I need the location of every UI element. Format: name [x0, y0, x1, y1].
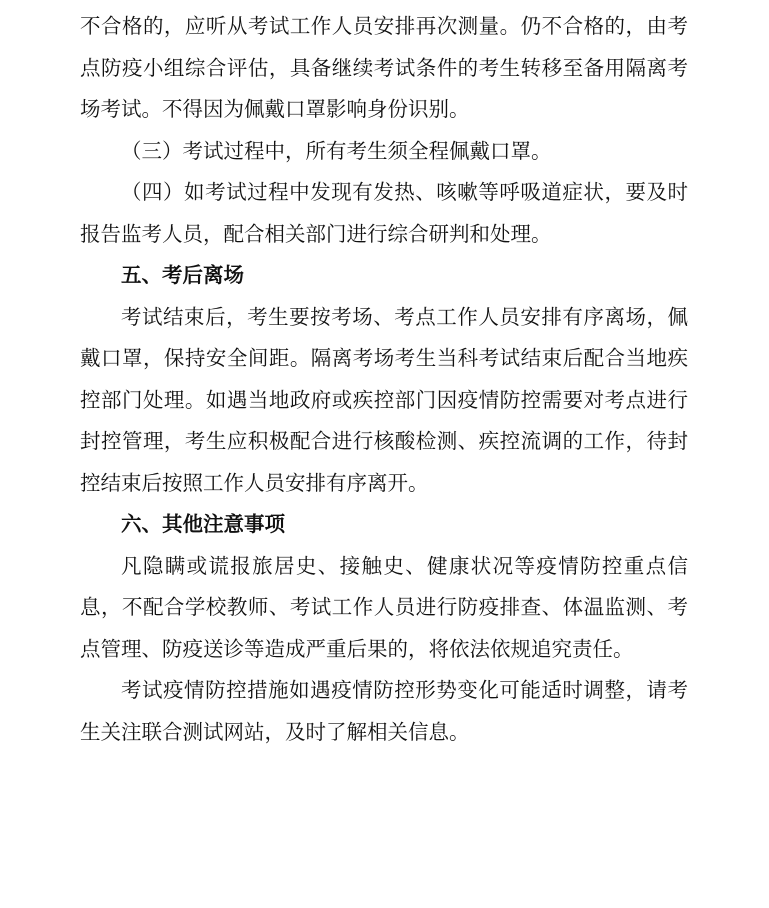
section-heading-leaving-venue: 五、考后离场: [121, 263, 244, 287]
paragraph-concealment-liability: 凡隐瞒或谎报旅居史、接触史、健康状况等疫情防控重点信息，不配合学校教师、考试工作人员进行防疫排查、体温监测、考点管理、防疫送诊等造成严重后果的，将依法依规追究责任。: [80, 553, 688, 661]
paragraph-leaving-venue: 考试结束后，考生要按考场、考点工作人员安排有序离场，佩戴口罩，保持安全间距。隔离考场考生当科考试结束后配合当地疾控部门处理。如遇当地政府或疾控部门因疫情防控需要对考点进行封控管理，考生应积极配合进行核酸检测、疾控流调的工作，待封控结束后按照工作人员安排有序离开。: [80, 304, 688, 495]
paragraph-measures-adjustment: 考试疫情防控措施如遇疫情防控形势变化可能适时调整，请考生关注联合测试网站，及时了解相关信息。: [80, 678, 688, 744]
paragraph-item-four: （四）如考试过程中发现有发热、咳嗽等呼吸道症状，要及时报告监考人员，配合相关部门进行综合研判和处理。: [80, 180, 688, 246]
paragraph-retest-instructions: 不合格的，应听从考试工作人员安排再次测量。仍不合格的，由考点防疫小组综合评估，具备继续考试条件的考生转移至备用隔离考场考试。不得因为佩戴口罩影响身份识别。: [80, 14, 688, 121]
paragraph-item-three: （三）考试过程中，所有考生须全程佩戴口罩。: [121, 138, 552, 163]
document-page: [80, 6, 688, 753]
section-heading-other-notes: 六、其他注意事项: [121, 512, 285, 536]
